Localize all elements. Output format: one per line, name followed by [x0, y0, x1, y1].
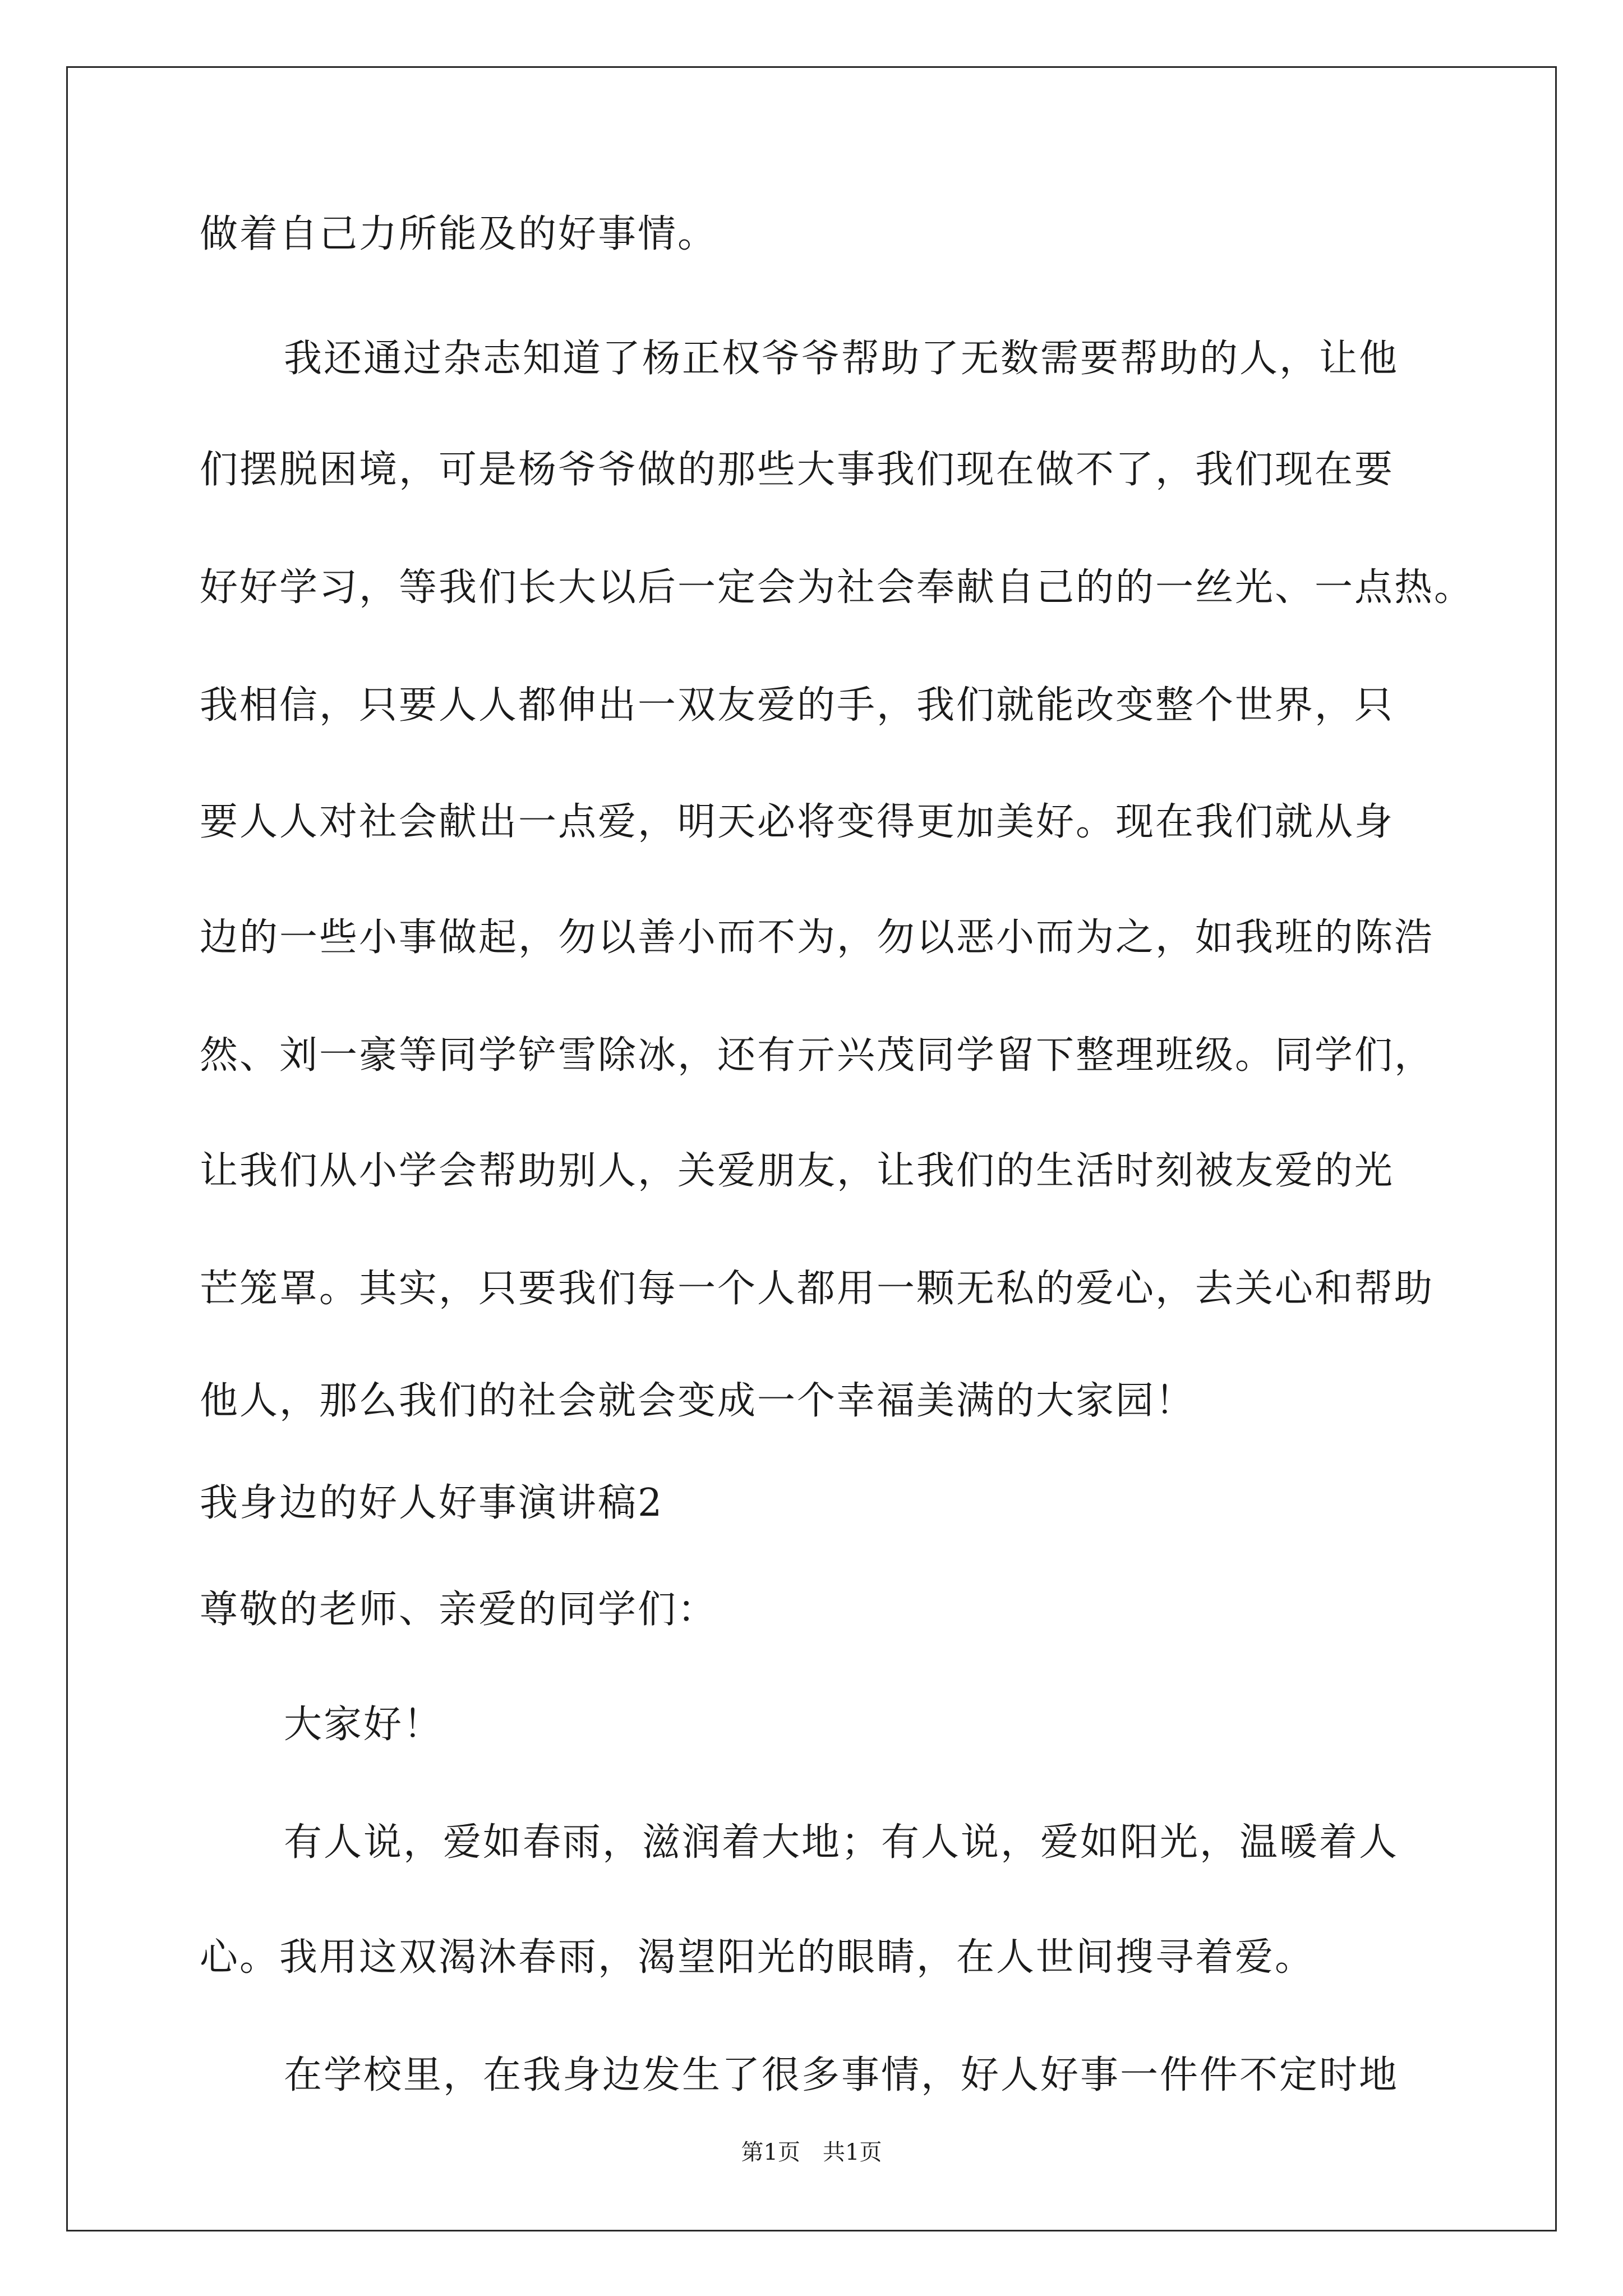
- text-line: 好好学习，等我们长大以后一定会为社会奉献自己的的一丝光、一点热。: [200, 565, 1474, 610]
- text-line: 心。我用这双渴沐春雨，渴望阳光的眼睛，在人世间搜寻着爱。: [200, 1935, 1315, 1980]
- text-line: 芒笼罩。其实，只要我们每一个人都用一颗无私的爱心，去关心和帮助: [200, 1267, 1435, 1311]
- text-line: 做着自己力所能及的好事情。: [200, 212, 718, 256]
- text-line: 有人说，爱如春雨，滋润着大地；有人说，爱如阳光，温暖着人: [284, 1820, 1399, 1865]
- text-line: 要人人对社会献出一点爱，明天必将变得更加美好。现在我们就从身: [200, 800, 1395, 844]
- greeting: 大家好！: [284, 1703, 444, 1747]
- salutation: 尊敬的老师、亲爱的同学们：: [200, 1588, 718, 1632]
- text-line: 他人，那么我们的社会就会变成一个幸福美满的大家园！: [200, 1379, 1196, 1423]
- text-line: 在学校里，在我身边发生了很多事情，好人好事一件件不定时地: [284, 2053, 1399, 2097]
- section-heading: 我身边的好人好事演讲稿2: [200, 1481, 664, 1525]
- text-line: 然、刘一豪等同学铲雪除冰，还有亓兴茂同学留下整理班级。同学们，: [200, 1033, 1435, 1078]
- text-line: 我相信，只要人人都伸出一双友爱的手，我们就能改变整个世界，只: [200, 683, 1395, 728]
- text-line: 我还通过杂志知道了杨正权爷爷帮助了无数需要帮助的人，让他: [284, 337, 1399, 381]
- page-footer: 第1页 共1页: [741, 2139, 882, 2165]
- text-line: 让我们从小学会帮助别人，关爱朋友，让我们的生活时刻被友爱的光: [200, 1149, 1395, 1193]
- text-line: 边的一些小事做起，勿以善小而不为，勿以恶小而为之，如我班的陈浩: [200, 915, 1435, 960]
- text-line: 们摆脱困境，可是杨爷爷做的那些大事我们现在做不了，我们现在要: [200, 448, 1395, 492]
